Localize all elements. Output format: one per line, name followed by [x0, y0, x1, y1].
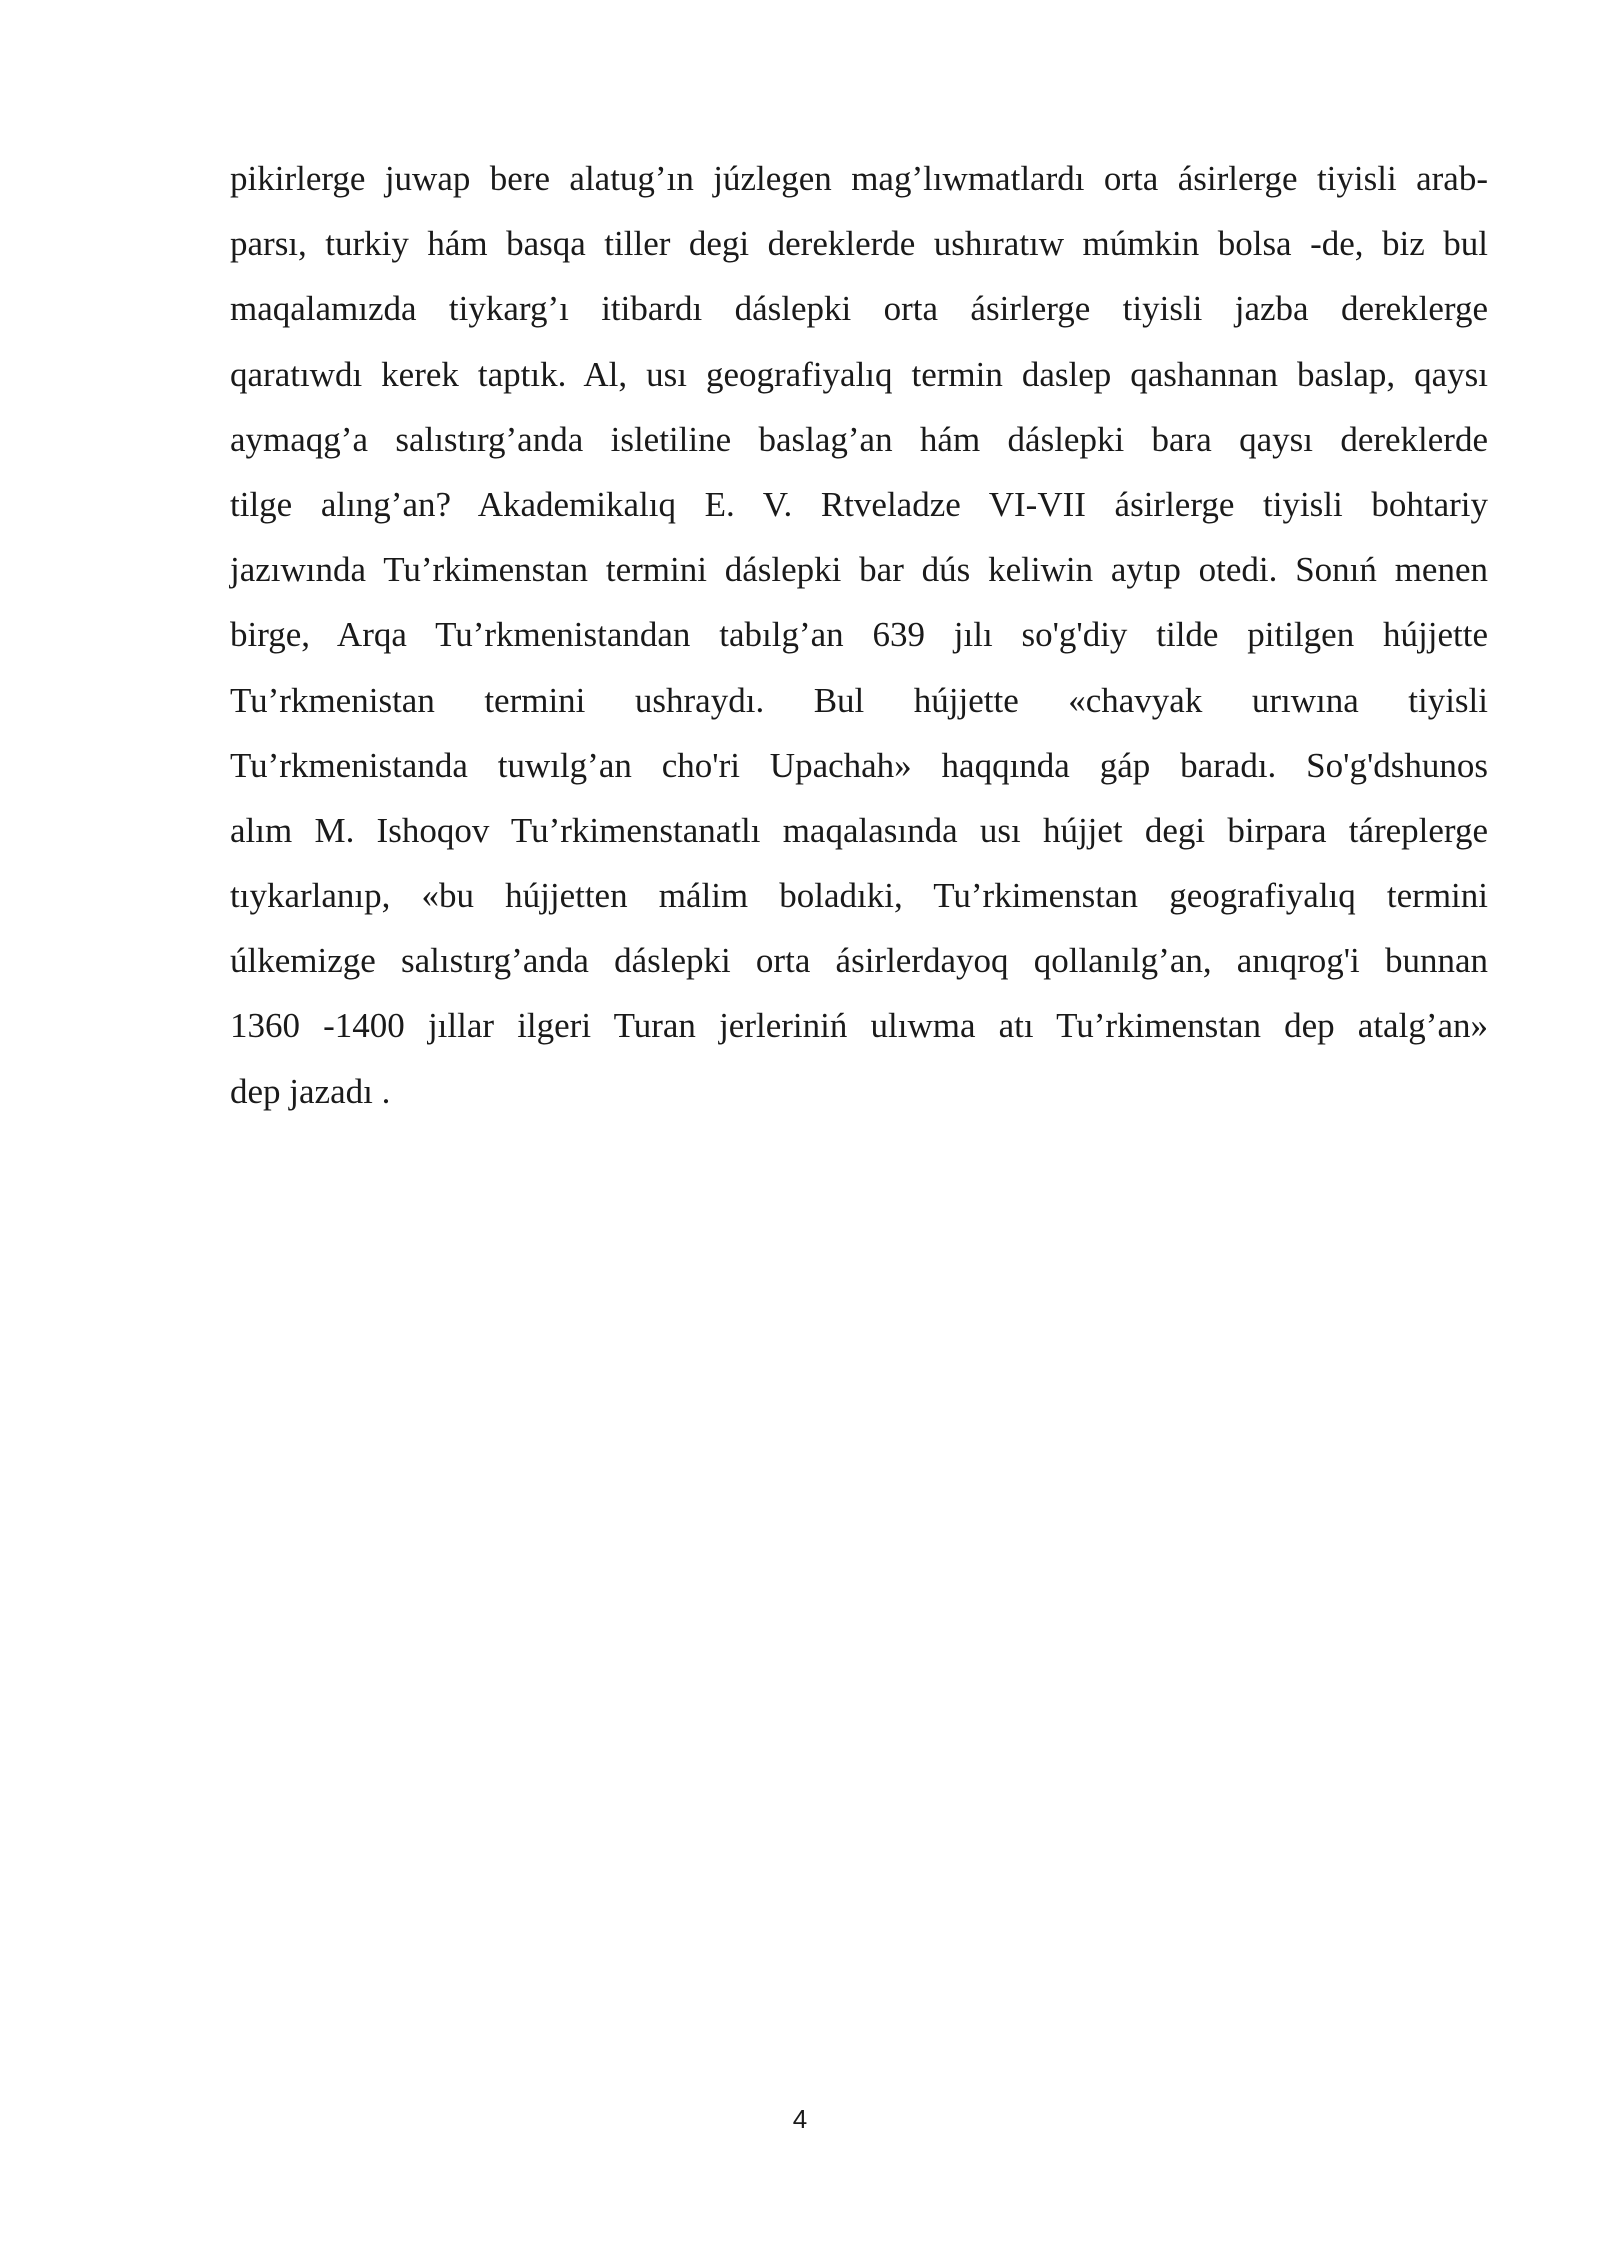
text-line: tilge alıng’an? Akademikalıq E. V. Rtveladze VI-VII ásirlerge tiyisli bohtariy	[230, 484, 1488, 524]
text-line: maqalamızda tiykarg’ı itibardı dáslepki orta ásirlerge tiyisli jazba dereklerge	[230, 289, 1488, 329]
text-line: qaratıwdı kerek taptık. Al, usı geografiyalıq termin daslep qashannan baslap, qaysı	[230, 354, 1488, 394]
text-line: tıykarlanıp, «bu hújjetten málim boladıki, Tu’rkimenstan geografiyalıq termini	[230, 876, 1488, 916]
text-line: jazıwında Tu’rkimenstan termini dáslepki bar dús keliwin aytıp otedi. Sonıń menen	[230, 550, 1488, 590]
text-line: parsı, turkiy hám basqa tiller degi dereklerde ushıratıw múmkin bolsa -de, biz bul	[230, 224, 1488, 264]
text-line: aymaqg’a salıstırg’anda isletiline baslag’an hám dáslepki bara qaysı dereklerde	[230, 419, 1488, 459]
text-line: alım M. Ishoqov Tu’rkimenstanatlı maqalasında usı hújjet degi birpara táreplerge	[230, 810, 1488, 850]
text-line: dep jazadı .	[230, 1071, 391, 1111]
text-line: úlkemizge salıstırg’anda dáslepki orta ásirlerdayoq qollanılg’an, anıqrog'i bunnan	[230, 941, 1488, 981]
text-line: Tu’rkmenistan termini ushraydı. Bul hújjette «chavyak urıwına tiyisli	[230, 680, 1488, 720]
page-number: 4	[792, 2104, 808, 2134]
text-line: 1360 -1400 jıllar ilgeri Turan jerleriniń ulıwma atı Tu’rkimenstan dep atalg’an»	[230, 1006, 1488, 1046]
text-line: Tu’rkmenistanda tuwılg’an cho'ri Upachah» haqqında gáp baradı. So'g'dshunos	[230, 745, 1488, 785]
text-line: pikirlerge juwap bere alatug’ın júzlegen mag’lıwmatlardı orta ásirlerge tiyisli arab-	[230, 159, 1488, 198]
text-line: birge, Arqa Tu’rkmenistandan tabılg’an 639 jılı so'g'diy tilde pitilgen hújjette	[230, 615, 1488, 655]
body-paragraph	[230, 146, 1488, 1124]
